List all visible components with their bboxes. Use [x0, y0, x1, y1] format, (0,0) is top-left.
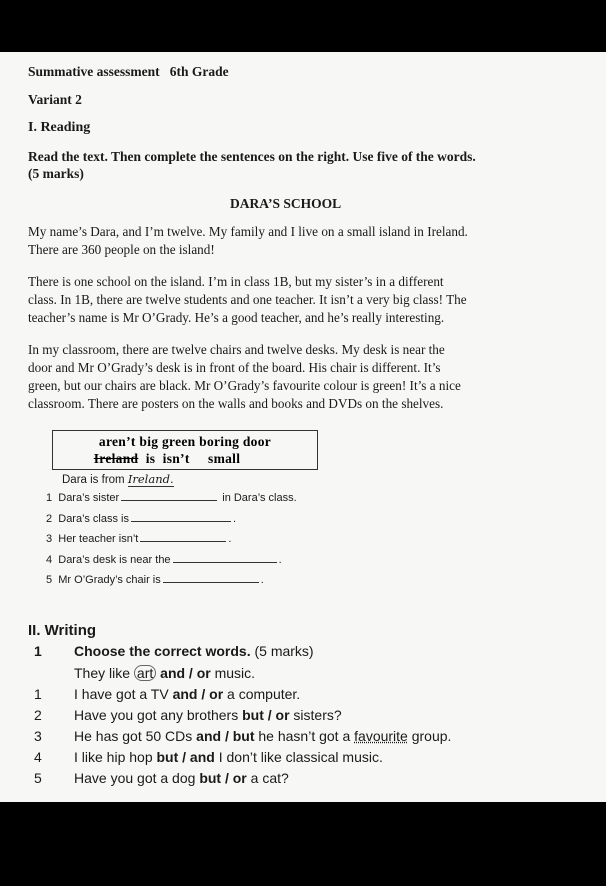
paragraph-line: My name’s Dara, and I’m twelve. My family and I live on a small island in Ireland.	[28, 224, 468, 239]
word-box-rest: is isn’t small	[138, 451, 241, 466]
question-1	[46, 492, 297, 504]
question-text: Dara’s class is	[58, 513, 129, 525]
word-box-line1: aren’t big green boring door	[98, 434, 272, 449]
example-sentence-writing	[74, 665, 255, 681]
answer-blank[interactable]	[163, 581, 259, 583]
writing-task	[34, 643, 574, 661]
item-number: 2	[34, 707, 42, 723]
item-part: a computer.	[223, 686, 301, 702]
question-text: Mr O’Grady’s chair is	[58, 574, 161, 586]
paragraph-1	[28, 223, 576, 259]
item-part: He has got 50 CDs	[74, 728, 197, 744]
item-number: 1	[34, 686, 42, 702]
example-part: music.	[210, 665, 256, 681]
paragraph-line: door and Mr O’Grady’s desk is in front of the board. His chair is different. It’s	[28, 360, 441, 375]
writing-item-3	[34, 728, 574, 746]
writing-item-5	[34, 770, 574, 788]
item-choice[interactable]: but / and	[156, 749, 215, 765]
question-2	[46, 513, 236, 525]
question-number: 3	[46, 533, 53, 545]
item-number: 3	[34, 728, 42, 744]
question-text-after: .	[232, 513, 237, 525]
item-choice[interactable]: and / or	[172, 686, 224, 702]
task-title: Choose the correct words.	[74, 643, 251, 659]
item-part: I have got a TV	[74, 686, 173, 702]
writing-item-1	[34, 686, 574, 704]
paragraph-line: There is one school on the island. I’m in class 1B, but my sister’s in a different	[28, 274, 444, 289]
answer-blank[interactable]	[173, 561, 277, 563]
writing-heading: II. Writing	[28, 622, 97, 639]
question-text-after: in Dara’s class.	[222, 492, 297, 504]
variant-label: Variant 2	[28, 92, 82, 107]
writing-item-4	[34, 749, 574, 767]
question-number: 2	[46, 513, 53, 525]
example-text: Dara is from	[62, 474, 125, 486]
writing-example	[34, 665, 574, 683]
question-number: 1	[46, 492, 53, 504]
paragraph-2	[28, 273, 576, 327]
paragraph-line: green, but our chairs are black. Mr O’Grady’s favourite colour is green! It’s a nice	[28, 378, 461, 393]
item-number: 4	[34, 749, 42, 765]
circled-word: art	[134, 665, 156, 681]
reading-instruction-line1: Read the text. Then complete the sentences on the right. Use five of the words.	[28, 149, 476, 164]
item-number: 5	[34, 770, 42, 786]
item-choice[interactable]: but / or	[199, 770, 247, 786]
paragraph-line: In my classroom, there are twelve chairs and twelve desks. My desk is near the	[28, 342, 445, 357]
paragraph-line: There are 360 people on the island!	[28, 242, 215, 257]
question-text-after: .	[260, 574, 264, 586]
item-sentence	[74, 707, 342, 723]
task-marks: (5 marks)	[254, 643, 314, 659]
paragraph-3	[28, 341, 576, 413]
grade-text: 6th Grade	[169, 64, 229, 79]
item-sentence	[74, 749, 383, 765]
word-box	[52, 430, 318, 470]
example-choice: and / or	[156, 665, 211, 681]
item-part: I don’t like classical music.	[214, 749, 383, 765]
item-choice[interactable]: but / or	[242, 707, 290, 723]
title-text: Summative assessment	[28, 64, 160, 79]
paragraph-line: class. In 1B, there are twelve students and one teacher. It isn’t a very big class! The	[28, 292, 467, 307]
text-title: DARA’S SCHOOL	[230, 196, 342, 211]
reading-heading: I. Reading	[28, 120, 91, 135]
question-5	[46, 574, 264, 586]
example-part: They like	[74, 665, 134, 681]
item-sentence	[74, 728, 451, 744]
answer-blank[interactable]	[121, 499, 217, 501]
question-number: 4	[46, 554, 53, 566]
crossed-word: Ireland	[93, 451, 139, 466]
item-part: he hasn’t got a	[254, 728, 355, 744]
writing-item-2	[34, 707, 574, 725]
question-4	[46, 554, 282, 566]
worksheet-page	[0, 52, 606, 802]
question-text-after: .	[278, 554, 282, 566]
paragraph-line: classroom. There are posters on the walls and books and DVDs on the shelves.	[28, 396, 444, 411]
answer-blank[interactable]	[131, 520, 231, 522]
item-part: Have you got a dog	[74, 770, 200, 786]
question-3	[46, 533, 231, 545]
item-part: a cat?	[246, 770, 289, 786]
word-box-line2	[35, 451, 299, 467]
item-part: group.	[407, 728, 452, 744]
item-sentence	[74, 686, 300, 702]
item-part: Have you got any brothers	[74, 707, 243, 723]
item-part: I like hip hop	[74, 749, 157, 765]
task-instruction	[74, 643, 314, 659]
question-text-after: .	[228, 533, 232, 545]
paragraph-line: teacher’s name is Mr O’Grady. He’s a good teacher, and he’s really interesting.	[28, 310, 445, 325]
underlined-word: favourite	[354, 728, 408, 744]
question-number: 5	[46, 574, 53, 586]
item-sentence	[74, 770, 289, 786]
question-text: Dara’s desk is near the	[58, 554, 171, 566]
example-sentence	[62, 472, 174, 486]
example-answer: Ireland.	[127, 472, 174, 486]
task-number: 1	[34, 643, 42, 659]
question-text: Dara’s sister	[58, 492, 120, 504]
question-text: Her teacher isn’t	[58, 533, 139, 545]
reading-instruction-line2: (5 marks)	[28, 166, 84, 181]
answer-blank[interactable]	[140, 540, 226, 542]
item-part: sisters?	[289, 707, 342, 723]
assessment-title	[28, 64, 229, 80]
item-choice[interactable]: and / but	[196, 728, 255, 744]
